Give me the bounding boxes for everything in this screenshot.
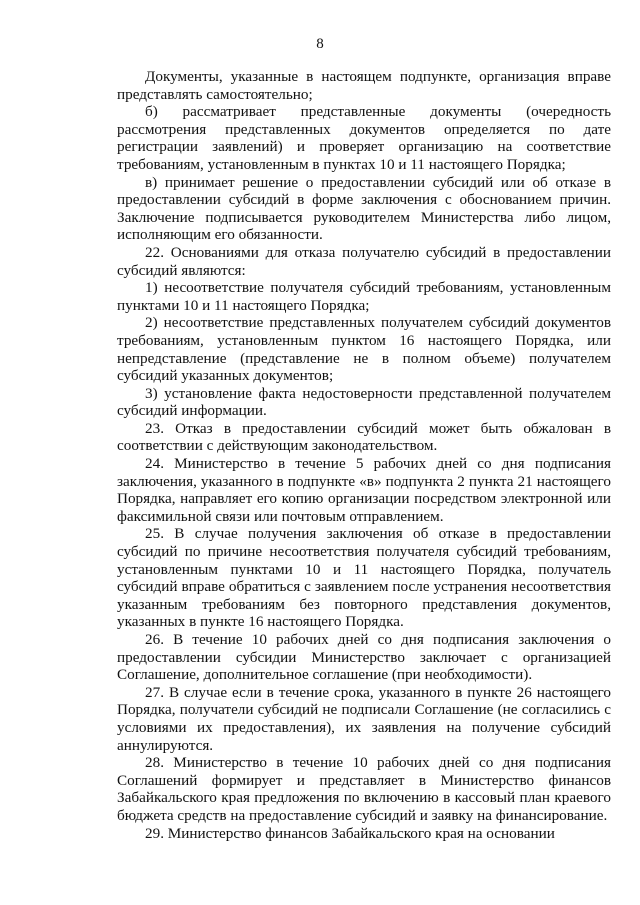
paragraph: Документы, указанные в настоящем подпункте, организация вправе представлять самостоятельно; <box>117 68 611 103</box>
paragraph: 23. Отказ в предоставлении субсидий может быть обжалован в соответствии с действующим законодательством. <box>117 419 611 455</box>
paragraph: 27. В случае если в течение срока, указанного в пункте 26 настоящего Порядка, получатели субсидий не подписали Соглашение (не согласились с условиями их предоставления), их заявления на получение субсидий аннулируются. <box>117 683 611 754</box>
paragraph: 25. В случае получения заключения об отказе в предоставлении субсидий по причине несоответствия получателя субсидий требованиям, установленным пунктами 10 и 11 настоящего Порядка, получатель субсидий вправе обратиться с заявлением после устранения несоответствия указанным требованиям без повторного представления документов, указанных в пункте 16 настоящего Порядка. <box>117 525 611 631</box>
paragraph: 2) несоответствие представленных получателем субсидий документов требованиям, установленным пунктом 16 настоящего Порядка, или непредставление (представление не в полном объеме) получателем субсидий указанных документов; <box>117 314 611 385</box>
paragraph: 1) несоответствие получателя субсидий требованиям, установленным пунктами 10 и 11 настоящего Порядка; <box>117 279 611 314</box>
document-body <box>117 68 611 842</box>
page-number: 8 <box>316 36 324 52</box>
paragraph: 26. В течение 10 рабочих дней со дня подписания заключения о предоставлении субсидии Министерство заключает с организацией Соглашение, дополнительное соглашение (при необходимости). <box>117 631 611 684</box>
paragraph: 24. Министерство в течение 5 рабочих дней со дня подписания заключения, указанного в подпункте «в» подпункта 2 пункта 21 настоящего Порядка, направляет его копию организации посредством электронной или факсимильной связи или почтовым отправлением. <box>117 455 611 525</box>
paragraph: 28. Министерство в течение 10 рабочих дней со дня подписания Соглашений формирует и представляет в Министерство финансов Забайкальского края предложения по включению в кассовый план краевого бюджета средств на предоставление субсидий и заявку на финансирование. <box>117 754 611 824</box>
paragraph: в) принимает решение о предоставлении субсидий или об отказе в предоставлении субсидий в форме заключения с обоснованием причин. Заключение подписывается руководителем Министерства либо лицом, исполняющим его обязанности. <box>117 173 611 244</box>
paragraph: б) рассматривает представленные документы (очередность рассмотрения представленных документов определяется по дате регистрации заявлений) и проверяет организацию на соответствие требованиям, установленным в пунктах 10 и 11 настоящего Порядка; <box>117 103 611 173</box>
paragraph: 22. Основаниями для отказа получателю субсидий в предоставлении субсидий являются: <box>117 243 611 279</box>
paragraph: 29. Министерство финансов Забайкальского края на основании <box>145 824 555 842</box>
paragraph: 3) установление факта недостоверности представленной получателем субсидий информации. <box>117 384 611 420</box>
